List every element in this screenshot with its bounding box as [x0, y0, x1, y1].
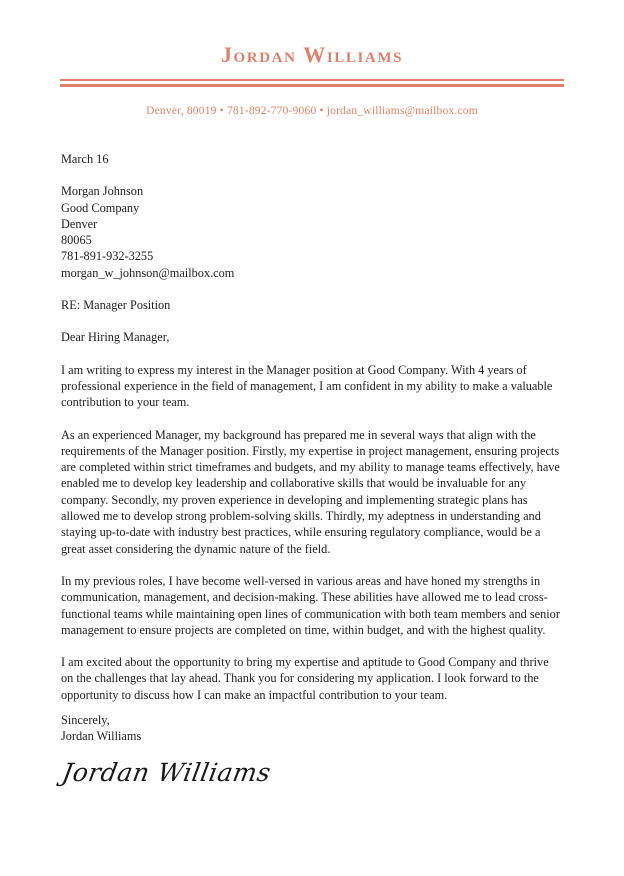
- paragraph-experience: As an experienced Manager, my background has prepared me in several ways that align with the requirements of the Manager position. Firstly, my expertise in project management, ensuring projects are completed within strict timeframes and budgets, and my ability to manage teams effectively, have enabled me to develop key leadership and collaborative skills that would be invaluable for any company. Secondly, my proven experience in developing and implementing strategic plans has allowed me to develop strong problem-solving skills. Thirdly, my adeptness in understanding and staying up-to-date with industry best practices, while ensuring regulatory compliance, would be a great asset considering the dynamic nature of the field.: [61, 427, 560, 556]
- signature-script: Jordan Williams: [59, 757, 274, 787]
- letter-body: [0, 151, 624, 787]
- header-divider: [60, 79, 564, 87]
- recipient-name: Morgan Johnson: [61, 184, 144, 199]
- salutation: Dear Hiring Manager,: [61, 330, 170, 345]
- recipient-company: Good Company: [61, 200, 140, 215]
- recipient-email: morgan_w_johnson@mailbox.com: [61, 265, 235, 280]
- closing-block: [61, 712, 563, 745]
- signer-name: Jordan Williams: [61, 729, 142, 744]
- paragraph-closing: I am excited about the opportunity to bring my expertise and aptitude to Good Company and thrive on the challenges that lay ahead. Thank you for considering my application. I look forward to the opportunity to discuss how I can make an impactful contribution to your team.: [61, 655, 549, 702]
- subject-line: RE: Manager Position: [61, 298, 171, 313]
- recipient-city: Denver: [61, 216, 98, 231]
- applicant-name: Jordan Williams: [220, 42, 404, 67]
- paragraph-skills: In my previous roles, I have become well-versed in various areas and have honed my strengths in communication, management, and decision-making. These abilities have allowed me to lead cross-functional teams while maintaining open lines of communication with both team members and senior management to ensure projects are completed on time, within budget, and with the highest quality.: [61, 573, 560, 637]
- divider-line-bottom: [60, 84, 564, 87]
- letter-header: [0, 0, 624, 117]
- recipient-block: [61, 183, 563, 281]
- closing-text: Sincerely,: [61, 713, 110, 728]
- recipient-phone: 781-891-932-3255: [61, 249, 154, 264]
- recipient-zip: 80065: [61, 233, 92, 248]
- date-text: March 16: [61, 152, 109, 166]
- contact-line: Denver, 80019 • 781-892-770-9060 • jordan_williams@mailbox.com: [146, 105, 478, 117]
- paragraph-intro: I am writing to express my interest in the Manager position at Good Company. With 4 years of professional experience in the field of management, I am confident in my ability to make a valuable contribution to your team.: [61, 362, 553, 410]
